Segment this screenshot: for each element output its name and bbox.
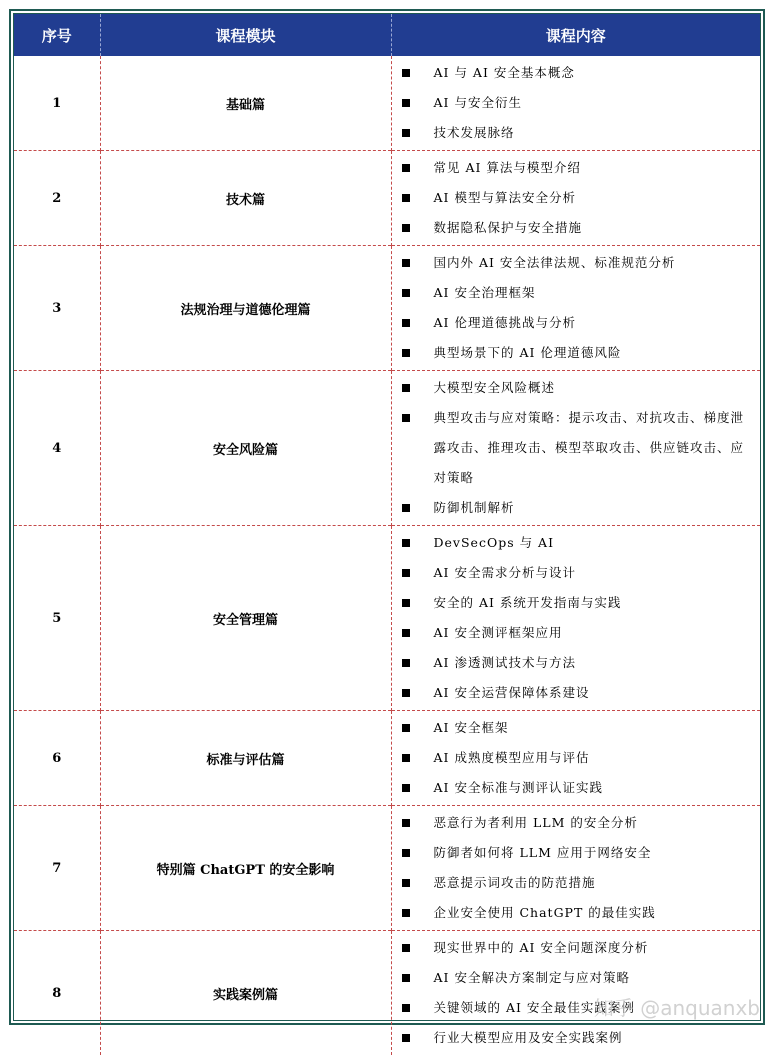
square-bullet-icon <box>402 974 410 982</box>
header-number: 序号 <box>14 14 100 56</box>
item-text: AI 成熟度模型应用与评估 <box>434 743 600 773</box>
item-text: 典型攻击与应对策略：提示攻击、对抗攻击、梯度泄露攻击、推理攻击、模型萃取攻击、供应链攻击、应对策略 <box>434 403 761 493</box>
square-bullet-icon <box>402 754 410 762</box>
module-name: 特别篇 ChatGPT 的安全影响 <box>100 806 391 931</box>
list-item <box>392 88 761 118</box>
item-text: AI 与 AI 安全基本概念 <box>434 58 585 88</box>
content-cell <box>391 526 760 711</box>
module-name: 技术篇 <box>100 151 391 246</box>
list-item <box>392 868 761 898</box>
item-text: AI 安全治理框架 <box>434 278 546 308</box>
item-text: 现实世界中的 AI 安全问题深度分析 <box>434 933 659 963</box>
table-header <box>14 14 760 56</box>
square-bullet-icon <box>402 879 410 887</box>
table-body <box>14 56 760 1055</box>
watermark-text: 知乎 @anquanxb <box>594 992 760 1021</box>
list-item <box>392 963 761 993</box>
item-text: 防御机制解析 <box>434 493 525 523</box>
square-bullet-icon <box>402 689 410 697</box>
square-bullet-icon <box>402 909 410 917</box>
square-bullet-icon <box>402 384 410 392</box>
list-item <box>392 838 761 868</box>
row-number: 7 <box>14 806 100 931</box>
item-text: 安全的 AI 系统开发指南与实践 <box>434 588 632 618</box>
square-bullet-icon <box>402 69 410 77</box>
list-item <box>392 678 761 708</box>
header-row <box>14 14 760 56</box>
square-bullet-icon <box>402 724 410 732</box>
item-text: AI 渗透测试技术与方法 <box>434 648 586 678</box>
row-number: 8 <box>14 931 100 1055</box>
row-number: 5 <box>14 526 100 711</box>
table-frame <box>9 9 765 1025</box>
square-bullet-icon <box>402 784 410 792</box>
list-item <box>392 338 761 368</box>
list-item <box>392 153 761 183</box>
list-item <box>392 808 761 838</box>
list-item <box>392 248 761 278</box>
item-text: AI 与安全衍生 <box>434 88 532 118</box>
module-name: 标准与评估篇 <box>100 711 391 806</box>
module-name: 基础篇 <box>100 56 391 151</box>
list-item <box>392 118 761 148</box>
item-text: AI 安全需求分析与设计 <box>434 558 586 588</box>
list-item <box>392 743 761 773</box>
module-name: 安全风险篇 <box>100 371 391 526</box>
row-number: 2 <box>14 151 100 246</box>
item-text: AI 模型与算法安全分析 <box>434 183 586 213</box>
list-item <box>392 713 761 743</box>
square-bullet-icon <box>402 289 410 297</box>
table-inner-frame <box>13 13 761 1021</box>
item-text: AI 安全标准与测评认证实践 <box>434 773 613 803</box>
table-row <box>14 711 760 806</box>
item-text: 国内外 AI 安全法律法规、标准规范分析 <box>434 248 686 278</box>
list-item <box>392 558 761 588</box>
square-bullet-icon <box>402 819 410 827</box>
table-row <box>14 806 760 931</box>
item-text: 关键领域的 AI 安全最佳实践案例 <box>434 993 645 1023</box>
list-item <box>392 528 761 558</box>
square-bullet-icon <box>402 944 410 952</box>
table-row <box>14 526 760 711</box>
content-cell <box>391 711 760 806</box>
square-bullet-icon <box>402 659 410 667</box>
square-bullet-icon <box>402 504 410 512</box>
item-text: DevSecOps 与 AI <box>434 528 565 558</box>
square-bullet-icon <box>402 99 410 107</box>
table-row <box>14 371 760 526</box>
course-table <box>14 14 760 1055</box>
row-number: 1 <box>14 56 100 151</box>
list-item <box>392 213 761 243</box>
row-number: 4 <box>14 371 100 526</box>
list-item <box>392 403 761 493</box>
square-bullet-icon <box>402 414 410 422</box>
item-text: 恶意行为者利用 LLM 的安全分析 <box>434 808 648 838</box>
list-item <box>392 618 761 648</box>
list-item <box>392 373 761 403</box>
item-text: AI 安全测评框架应用 <box>434 618 573 648</box>
content-cell <box>391 371 760 526</box>
row-number: 6 <box>14 711 100 806</box>
item-text: 恶意提示词攻击的防范措施 <box>434 868 606 898</box>
list-item <box>392 648 761 678</box>
square-bullet-icon <box>402 1034 410 1042</box>
item-text: 技术发展脉络 <box>434 118 525 148</box>
list-item <box>392 183 761 213</box>
row-number: 3 <box>14 246 100 371</box>
square-bullet-icon <box>402 129 410 137</box>
content-cell <box>391 56 760 151</box>
item-text: AI 安全框架 <box>434 713 519 743</box>
table-row <box>14 246 760 371</box>
square-bullet-icon <box>402 319 410 327</box>
square-bullet-icon <box>402 629 410 637</box>
item-text: AI 安全运营保障体系建设 <box>434 678 600 708</box>
module-name: 法规治理与道德伦理篇 <box>100 246 391 371</box>
list-item <box>392 58 761 88</box>
header-content: 课程内容 <box>391 14 760 56</box>
list-item <box>392 588 761 618</box>
table-row <box>14 56 760 151</box>
module-name: 安全管理篇 <box>100 526 391 711</box>
item-text: 数据隐私保护与安全措施 <box>434 213 593 243</box>
square-bullet-icon <box>402 569 410 577</box>
item-text: 行业大模型应用及安全实践案例 <box>434 1023 633 1053</box>
item-text: AI 安全解决方案制定与应对策略 <box>434 963 640 993</box>
item-text: 企业安全使用 ChatGPT 的最佳实践 <box>434 898 666 928</box>
square-bullet-icon <box>402 224 410 232</box>
square-bullet-icon <box>402 194 410 202</box>
list-item <box>392 1023 761 1053</box>
item-text: 大模型安全风险概述 <box>434 373 566 403</box>
list-item <box>392 308 761 338</box>
square-bullet-icon <box>402 349 410 357</box>
content-cell <box>391 151 760 246</box>
list-item <box>392 278 761 308</box>
item-text: AI 伦理道德挑战与分析 <box>434 308 586 338</box>
list-item <box>392 898 761 928</box>
square-bullet-icon <box>402 849 410 857</box>
item-text: 防御者如何将 LLM 应用于网络安全 <box>434 838 662 868</box>
square-bullet-icon <box>402 539 410 547</box>
table-row <box>14 151 760 246</box>
list-item <box>392 933 761 963</box>
square-bullet-icon <box>402 1004 410 1012</box>
content-cell <box>391 246 760 371</box>
item-text: 常见 AI 算法与模型介绍 <box>434 153 591 183</box>
square-bullet-icon <box>402 164 410 172</box>
list-item <box>392 493 761 523</box>
square-bullet-icon <box>402 259 410 267</box>
header-module: 课程模块 <box>100 14 391 56</box>
list-item <box>392 773 761 803</box>
content-cell <box>391 806 760 931</box>
square-bullet-icon <box>402 599 410 607</box>
module-name: 实践案例篇 <box>100 931 391 1055</box>
item-text: 典型场景下的 AI 伦理道德风险 <box>434 338 632 368</box>
